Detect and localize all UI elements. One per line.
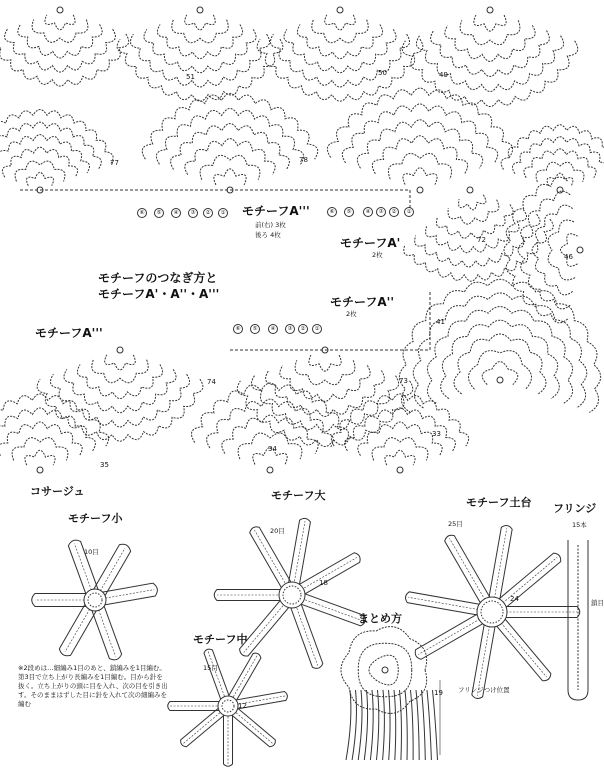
motif-number: 73 <box>399 377 408 385</box>
motif-a3-left-title: モチーフA''' <box>35 326 103 340</box>
ring-number: 12 <box>238 702 247 710</box>
join-marker: ① <box>312 324 322 334</box>
crochet-motif <box>237 347 413 447</box>
motif-small-title: モチーフ小 <box>68 512 123 525</box>
join-marker: ④ <box>171 208 181 218</box>
fringe-stitch: 鎖目 <box>591 599 604 607</box>
motif-a1-title: モチーフA' <box>340 236 401 250</box>
join-marker: ④ <box>268 324 278 334</box>
corsage-title: コサージュ <box>30 485 85 498</box>
crochet-motif <box>402 7 578 107</box>
join-marker: ⑥ <box>327 207 337 217</box>
motif-number: 33 <box>432 430 441 438</box>
crochet-motif <box>404 187 554 281</box>
crochet-motif <box>191 383 348 473</box>
crochet-motif <box>331 394 468 473</box>
motif-number: 74 <box>207 378 216 386</box>
fringe-attach-label: フリンジつけ位置 <box>458 686 510 694</box>
motif-a3-qty-front: 前(右) 3枚 <box>255 221 286 229</box>
motif-number: 35 <box>100 461 109 469</box>
crochet-motif <box>504 177 583 323</box>
motif-number: 51 <box>186 73 195 81</box>
join-marker: ② <box>203 208 213 218</box>
join-marker: ③ <box>188 208 198 218</box>
motif-base-title: モチーフ土台 <box>466 496 532 509</box>
motif-number: 78 <box>299 156 308 164</box>
joining-title-line2: モチーフA'・A''・A''' <box>98 287 220 301</box>
join-marker: ④ <box>363 207 373 217</box>
motif-a2-qty: 2枚 <box>346 310 357 318</box>
motif-a3-qty-back: 後ろ 4枚 <box>255 231 281 239</box>
fringe-qty: 15本 <box>572 521 587 529</box>
center-ring <box>84 589 106 611</box>
motif-number: 77 <box>110 159 119 167</box>
rows-base: 25目 <box>448 520 463 528</box>
motif-a2-title: モチーフA'' <box>330 295 395 309</box>
ring-number: 19 <box>434 689 443 697</box>
assembly-illustration <box>341 627 440 760</box>
rows-medium: 15目 <box>203 664 218 672</box>
crochet-motif <box>327 88 512 193</box>
join-marker: ⑤ <box>154 208 164 218</box>
join-marker: ② <box>389 207 399 217</box>
motif-large-title: モチーフ大 <box>271 489 326 502</box>
fringe-strand <box>568 540 588 700</box>
motif-number: 50 <box>378 69 387 77</box>
crochet-motif <box>0 394 109 473</box>
center-ring <box>218 696 238 716</box>
motif-small <box>32 540 158 660</box>
crochet-motif <box>37 347 203 441</box>
motif-number: 46 <box>564 253 573 261</box>
ring-number: 24 <box>510 595 519 603</box>
motif-number: 49 <box>439 71 448 79</box>
rows-large: 20目 <box>270 527 285 535</box>
crochet-motif <box>257 7 423 101</box>
join-marker: ⑤ <box>344 207 354 217</box>
join-marker: ③ <box>376 207 386 217</box>
motif-number: 72 <box>477 236 486 244</box>
motif-a1-qty: 2枚 <box>372 251 383 259</box>
join-marker: ① <box>218 208 228 218</box>
motif-medium <box>168 649 288 766</box>
join-marker: ② <box>298 324 308 334</box>
motif-base <box>405 525 579 698</box>
join-marker: ⑥ <box>137 208 147 218</box>
assembly-title: まとめ方 <box>358 612 402 625</box>
crochet-motif <box>117 7 283 101</box>
join-marker: ① <box>404 207 414 217</box>
crochet-motif <box>142 93 318 193</box>
joining-title-line1: モチーフのつなぎ方と <box>98 271 218 285</box>
crochet-motif <box>0 110 113 193</box>
fringe-title: フリンジ <box>553 502 597 515</box>
motif-a3-top-title: モチーフA''' <box>242 204 310 218</box>
join-marker: ⑥ <box>233 324 243 334</box>
join-marker: ③ <box>285 324 295 334</box>
rows-small: 10目 <box>84 548 99 556</box>
instruction-note: ※2段めは…細編み1目のあと、鎖編みを1目編む。第3目で立ち上がり長編みを1目編む。目から針を抜く。立ち上がりの頭に目を入れ、次の目を引き出す。そのままはずした目に針を入れて次の細編みを編む <box>18 664 168 708</box>
crochet-motif <box>0 7 129 86</box>
motif-number: 41 <box>436 318 445 326</box>
join-marker: ⑤ <box>250 324 260 334</box>
ring-number: 18 <box>319 579 328 587</box>
motif-medium-title: モチーフ中 <box>193 633 248 646</box>
motif-number: 34 <box>268 445 277 453</box>
